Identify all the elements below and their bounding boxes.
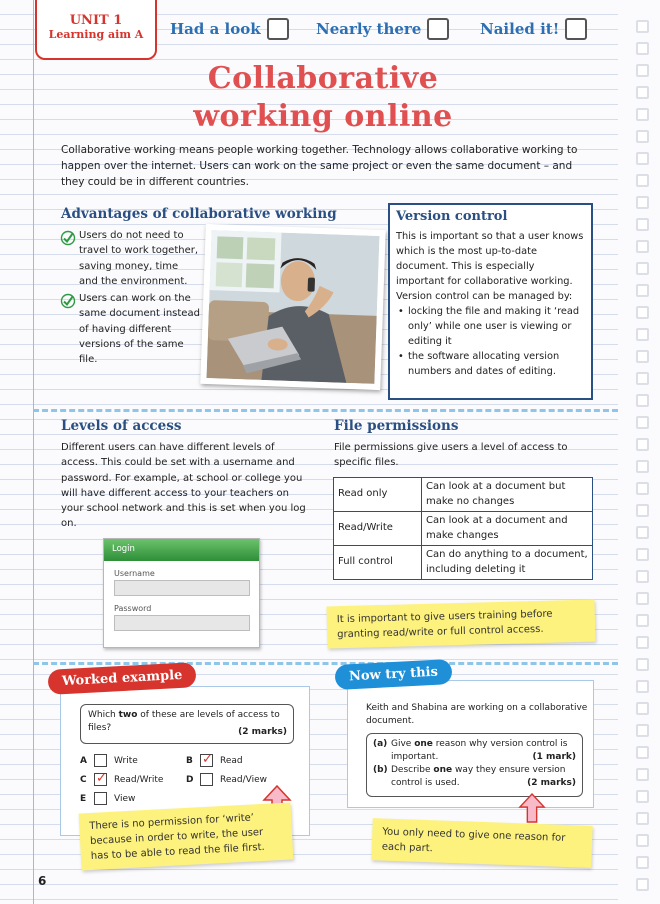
now-try-intro: Keith and Shabina are working on a collaborative document. — [366, 703, 588, 726]
binder-ring — [636, 768, 649, 781]
option-checkbox[interactable] — [200, 773, 213, 786]
binder-ring — [636, 658, 649, 671]
binder-ring — [636, 812, 649, 825]
option-letter: A — [80, 755, 87, 766]
advantage-text: Users can work on the same document instead of having different versions of the same file. — [79, 293, 200, 366]
option-text: Write — [114, 755, 138, 766]
question-letter: (b) — [373, 765, 388, 775]
binder-ring — [636, 592, 649, 605]
binder-ring — [636, 218, 649, 231]
nailed-it-label: Nailed it! — [480, 20, 560, 38]
question-text-bold: one — [414, 739, 433, 749]
margin-line — [33, 0, 34, 904]
list-item: • the software allocating version numbers and dates of editing. — [396, 349, 585, 379]
binder-ring — [636, 416, 649, 429]
option-letter: C — [80, 774, 87, 785]
advantage-text: Users do not need to travel to work together, saving money, time and the environment. — [79, 230, 199, 287]
question-a — [373, 738, 576, 764]
table-row — [334, 546, 593, 580]
option-letter: B — [186, 755, 193, 766]
question-letter: (a) — [373, 739, 388, 749]
binder-ring — [636, 86, 649, 99]
notebook-rings — [618, 0, 660, 904]
username-field[interactable] — [114, 580, 250, 596]
had-a-look-label: Had a look — [170, 20, 261, 38]
binder-ring — [636, 504, 649, 517]
now-try-note: You only need to give one reason for each part. — [371, 818, 592, 868]
binder-ring — [636, 350, 649, 363]
permission-level: Read only — [334, 478, 422, 512]
binder-ring — [636, 20, 649, 33]
list-item — [60, 291, 200, 367]
version-control-list — [396, 304, 585, 379]
question-text-bold: two — [118, 710, 138, 720]
list-item: • locking the file and making it ‘read only’ while one user is viewing or editing it — [396, 304, 585, 349]
question-text-post: of these are levels of access to files? — [88, 710, 280, 733]
binder-ring — [636, 636, 649, 649]
version-control-heading: Version control — [396, 209, 508, 224]
table-row — [334, 512, 593, 546]
arrow-up-icon — [518, 792, 546, 824]
file-permissions-text: File permissions give users a level of access to specific files. — [334, 442, 568, 469]
binder-ring — [636, 526, 649, 539]
option-d[interactable] — [186, 773, 267, 786]
permission-desc: Can do anything to a document, including deleting it — [422, 546, 593, 580]
binder-ring — [636, 262, 649, 275]
nailed-it-checkbox[interactable] — [565, 18, 587, 40]
had-a-look-checkbox[interactable] — [267, 18, 289, 40]
binder-ring — [636, 856, 649, 869]
login-title: Login — [104, 539, 259, 561]
binder-ring — [636, 438, 649, 451]
question-text-pre: Describe — [391, 765, 434, 775]
password-label: Password — [114, 604, 152, 613]
login-panel — [103, 538, 260, 648]
page-title-line1: Collaborative — [207, 61, 439, 96]
binder-ring — [636, 130, 649, 143]
training-note: It is important to give users training before granting read/write or full control access. — [326, 599, 595, 648]
option-checkbox[interactable] — [94, 792, 107, 805]
question-marks: (1 mark) — [532, 752, 576, 762]
nearly-there-label: Nearly there — [316, 20, 422, 38]
now-try-label: Now try this — [334, 659, 452, 690]
binder-ring — [636, 174, 649, 187]
question-marks: (2 marks) — [238, 727, 287, 737]
binder-ring — [636, 570, 649, 583]
option-text: Read/View — [220, 774, 268, 785]
binder-ring — [636, 284, 649, 297]
binder-ring — [636, 306, 649, 319]
permission-desc: Can look at a document and make changes — [422, 512, 593, 546]
binder-ring — [636, 614, 649, 627]
learning-aim-label: Learning aim A — [48, 28, 144, 41]
question-text-post: reason why version control is important. — [391, 739, 568, 762]
username-label: Username — [114, 569, 155, 578]
table-row — [334, 478, 593, 512]
permission-level: Full control — [334, 546, 422, 580]
binder-ring — [636, 460, 649, 473]
binder-ring — [636, 394, 649, 407]
question-marks: (2 marks) — [527, 778, 576, 788]
option-c[interactable] — [80, 773, 163, 786]
intro-paragraph: Collaborative working means people working together. Technology allows collaborative working to happen over the internet. Users can work on the same project or even the same document – and they could be in different countries. — [61, 144, 578, 188]
binder-ring — [636, 482, 649, 495]
binder-ring — [636, 372, 649, 385]
binder-ring — [636, 240, 649, 253]
list-item — [60, 228, 200, 289]
option-checkbox[interactable] — [94, 754, 107, 767]
option-a[interactable] — [80, 754, 138, 767]
page-title — [160, 60, 486, 136]
question-text-pre: Give — [391, 739, 415, 749]
binder-ring — [636, 702, 649, 715]
version-control-box — [388, 203, 593, 400]
binder-ring — [636, 790, 649, 803]
question-text-bold: one — [433, 765, 453, 775]
advantages-list — [60, 228, 200, 370]
permission-level: Read/Write — [334, 512, 422, 546]
section-divider — [33, 662, 618, 665]
levels-heading: Levels of access — [61, 418, 182, 434]
had-a-look-check[interactable] — [170, 18, 289, 40]
binder-ring — [636, 328, 649, 341]
photo-man-with-laptop — [200, 224, 385, 390]
option-checkbox[interactable] — [94, 773, 107, 786]
binder-ring — [636, 878, 649, 891]
option-b[interactable] — [186, 754, 243, 767]
option-letter: D — [186, 774, 194, 785]
password-field[interactable] — [114, 615, 250, 631]
worked-example-label: Worked example — [47, 662, 197, 695]
photo-illustration — [206, 230, 379, 384]
binder-ring — [636, 152, 649, 165]
option-checkbox[interactable] — [200, 754, 213, 767]
nearly-there-check[interactable] — [316, 18, 449, 40]
binder-ring — [636, 548, 649, 561]
option-e[interactable] — [80, 792, 135, 805]
page-number: 6 — [38, 874, 47, 888]
levels-text: Different users can have different levels of access. This could be set with a username and password. For example, at school or college you will have different access to your teachers on your school network and this is set when you log on. — [61, 442, 306, 530]
worked-example-question — [80, 704, 294, 744]
binder-ring — [636, 746, 649, 759]
file-permissions-heading: File permissions — [334, 418, 459, 434]
page-title-line2: working online — [193, 99, 453, 134]
question-text-post: way they ensure version control is used. — [391, 765, 566, 788]
binder-ring — [636, 42, 649, 55]
advantages-heading: Advantages of collaborative working — [61, 206, 337, 222]
section-divider — [33, 409, 618, 412]
version-control-text: This is important so that a user knows which is the most up-to-date document. This is especially important for collaborative working. Version control can be managed by: — [396, 231, 584, 302]
unit-tag — [35, 0, 157, 60]
option-letter: E — [80, 793, 87, 804]
question-text-pre: Which — [88, 710, 119, 720]
binder-ring — [636, 834, 649, 847]
question-b — [373, 764, 576, 790]
unit-label: UNIT 1 — [69, 13, 123, 28]
nearly-there-checkbox[interactable] — [427, 18, 449, 40]
tick-icon — [60, 293, 76, 309]
nailed-it-check[interactable] — [480, 18, 587, 40]
permissions-table — [333, 477, 593, 580]
binder-ring — [636, 680, 649, 693]
binder-ring — [636, 108, 649, 121]
option-text: View — [114, 793, 136, 804]
worked-example-note: There is no permission for ‘write’ because in order to write, the user has to be able to read the file first. — [79, 802, 294, 870]
binder-ring — [636, 64, 649, 77]
binder-ring — [636, 196, 649, 209]
binder-ring — [636, 724, 649, 737]
permission-desc: Can look at a document but make no changes — [422, 478, 593, 512]
tick-icon — [60, 230, 76, 246]
option-text: Read — [220, 755, 243, 766]
option-text: Read/Write — [114, 774, 164, 785]
now-try-questions — [366, 733, 583, 797]
